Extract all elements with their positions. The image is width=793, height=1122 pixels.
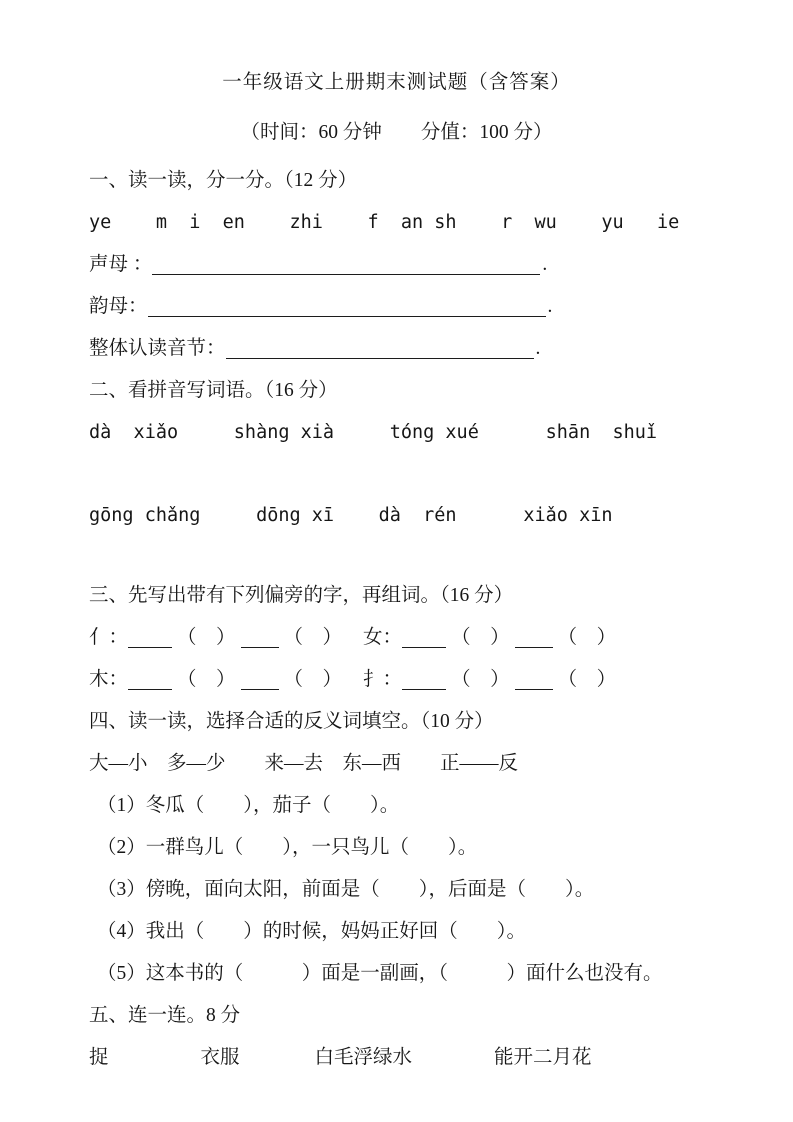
- answer-blank[interactable]: [128, 665, 172, 690]
- paren-blank: （ ）: [451, 669, 510, 690]
- radical-label-shou: 扌：: [363, 669, 403, 690]
- match-item-yifu: 衣服: [200, 1047, 240, 1068]
- paren-blank: （ ）: [177, 669, 236, 690]
- paren-blank: （ ）: [283, 669, 343, 690]
- paren-blank: （ ）: [177, 627, 236, 648]
- period-mark: .: [535, 338, 541, 359]
- matching-row: [89, 1037, 704, 1079]
- radical-row-2: [89, 659, 704, 701]
- section2-heading: 二、看拼音写词语。（16 分）: [89, 380, 338, 401]
- page-title: 一年级语文上册期末测试题（含答案）: [222, 72, 571, 93]
- paren-blank: （ ）: [283, 627, 343, 648]
- syllable-label: 整体认读音节：: [89, 338, 226, 359]
- yunmu-answer-blank[interactable]: [148, 292, 546, 317]
- radical-row-1: [89, 617, 704, 659]
- fill-item-4: （4）我出（ ）的时候，妈妈正好回（ ）。: [97, 921, 527, 942]
- match-item-baimao: 白毛浮绿水: [314, 1047, 413, 1068]
- fill-item-3: （3）傍晚，面向太阳，前面是（ ），后面是（ ）。: [97, 879, 595, 900]
- shengmu-field-row: [89, 244, 704, 286]
- page-subtitle: （时间：60 分钟 分值：100 分）: [240, 122, 553, 143]
- syllable-field-row: [89, 328, 704, 370]
- match-item-nengkai: 能开二月花: [494, 1047, 592, 1068]
- section5-heading: 五、连一连。8 分: [89, 1005, 241, 1026]
- syllable-answer-blank[interactable]: [226, 334, 534, 359]
- section4-heading: 四、读一读，选择合适的反义词填空。（10 分）: [89, 711, 494, 732]
- section1-pinyin-line: ye m i en zhi f an sh r wu yu ie: [89, 212, 680, 233]
- period-mark: .: [547, 296, 553, 317]
- answer-blank[interactable]: [241, 623, 279, 648]
- section3-heading: 三、先写出带有下列偏旁的字，再组词。（16 分）: [89, 585, 514, 606]
- antonym-word-bank: 大—小 多—少 来—去 东—西 正——反: [89, 753, 519, 774]
- answer-blank[interactable]: [402, 623, 446, 648]
- fill-item-5: （5）这本书的（ ）面是一副画，（ ）面什么也没有。: [97, 963, 663, 984]
- paren-blank: （ ）: [451, 627, 510, 648]
- section2-pinyin-row-2: gōng chǎng dōng xī dà rén xiǎo xīn: [89, 505, 613, 526]
- answer-blank[interactable]: [515, 623, 553, 648]
- section1-heading: 一、读一读，分一分。（12 分）: [89, 170, 358, 191]
- radical-label-mu: 木：: [89, 669, 129, 690]
- shengmu-label: 声母 ：: [89, 254, 153, 275]
- section2-pinyin-row-1: dà xiǎo shàng xià tóng xué shān shuǐ: [89, 422, 658, 443]
- fill-item-1: （1）冬瓜（ ），茄子（ ）。: [97, 795, 400, 816]
- answer-blank[interactable]: [515, 665, 553, 690]
- radical-label-ren: 亻：: [89, 627, 129, 648]
- answer-blank[interactable]: [241, 665, 279, 690]
- period-mark: .: [542, 254, 548, 275]
- yunmu-label: 韵母：: [89, 296, 148, 317]
- yunmu-field-row: [89, 286, 704, 328]
- answer-blank[interactable]: [128, 623, 172, 648]
- fill-item-2: （2）一群鸟儿（ ），一只鸟儿（ ）。: [97, 837, 478, 858]
- paren-blank: （ ）: [557, 669, 617, 690]
- paren-blank: （ ）: [557, 627, 617, 648]
- radical-label-nv: 女：: [363, 627, 403, 648]
- shengmu-answer-blank[interactable]: [152, 250, 540, 275]
- match-item-zhuo: 捉: [89, 1047, 109, 1068]
- answer-blank[interactable]: [402, 665, 446, 690]
